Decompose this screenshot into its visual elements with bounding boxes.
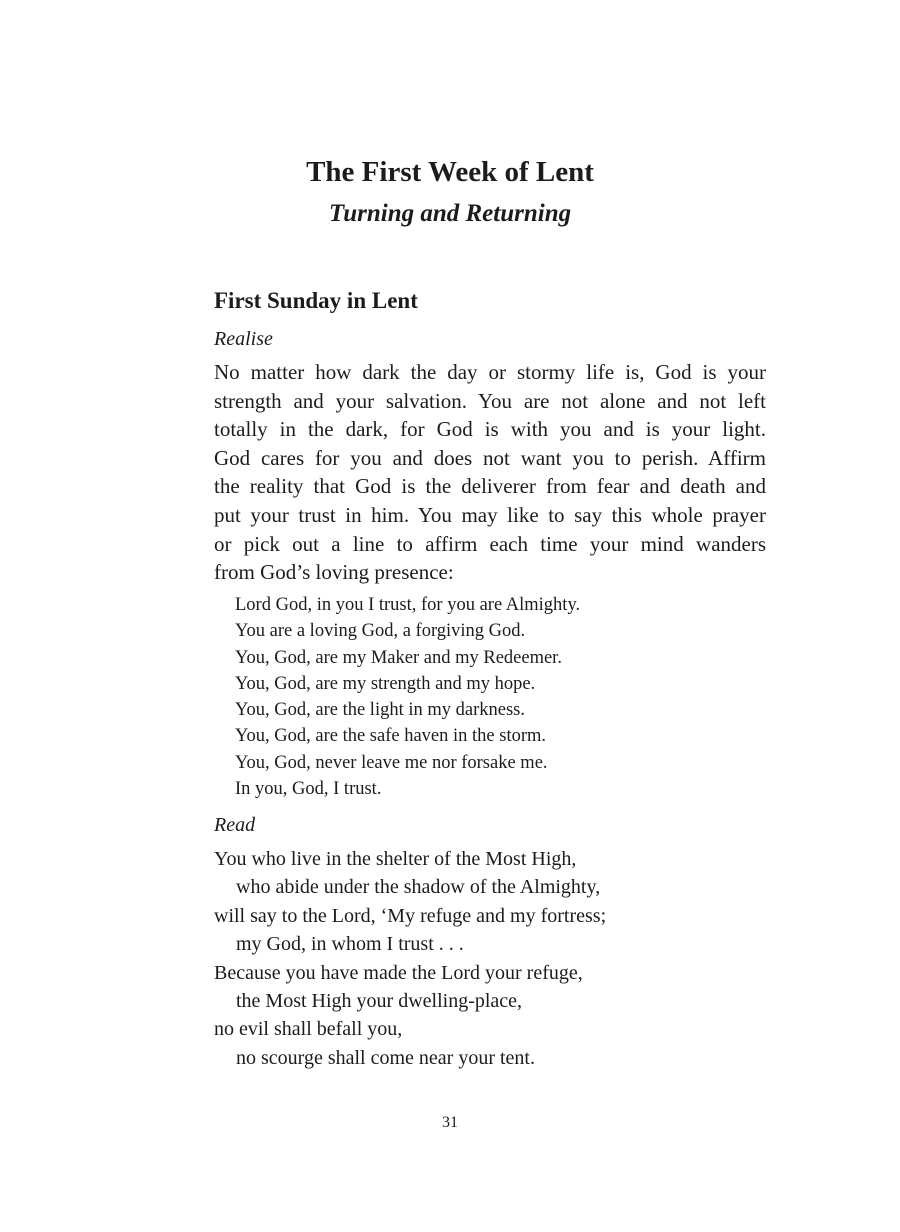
psalm-line: no scourge shall come near your tent. <box>236 1046 535 1069</box>
paragraph-line: strength and your salvation. You are not alone and not left <box>214 388 766 413</box>
prayer-line: You, God, are the safe haven in the storm. <box>235 726 547 747</box>
paragraph-line: totally in the dark, for God is with you and is your light. <box>214 417 766 442</box>
psalm-line: the Most High your dwelling-place, <box>236 989 523 1012</box>
prayer-block <box>235 592 580 802</box>
psalm-passage <box>214 845 606 1072</box>
prayer-line: You, God, never leave me nor forsake me. <box>235 752 548 773</box>
paragraph-line: God cares for you and does not want you to perish. Affirm <box>214 445 766 470</box>
prayer-line: You, God, are my Maker and my Redeemer. <box>235 647 562 668</box>
section-heading: First Sunday in Lent <box>214 288 418 313</box>
prayer-line: In you, God, I trust. <box>235 779 382 800</box>
paragraph-line: No matter how dark the day or stormy life is, God is your <box>214 360 766 384</box>
prayer-line: You are a loving God, a forgiving God. <box>235 621 526 642</box>
psalm-line: who abide under the shadow of the Almighty, <box>236 876 601 899</box>
prayer-line: You, God, are my strength and my hope. <box>235 673 536 694</box>
paragraph-line: or pick out a line to affirm each time your mind wanders <box>214 531 766 556</box>
chapter-title: The First Week of Lent <box>306 156 594 188</box>
psalm-line: my God, in whom I trust . . . <box>236 933 464 956</box>
page-number: 31 <box>442 1114 458 1131</box>
psalm-line: Because you have made the Lord your refuge, <box>214 961 583 984</box>
psalm-line: no evil shall befall you, <box>214 1018 403 1041</box>
prayer-line: Lord God, in you I trust, for you are Almighty. <box>235 595 581 615</box>
read-label: Read <box>214 814 256 836</box>
psalm-line: will say to the Lord, ‘My refuge and my fortress; <box>214 904 607 927</box>
prayer-line: You, God, are the light in my darkness. <box>235 700 525 721</box>
paragraph-line: put your trust in him. You may like to say this whole prayer <box>214 502 766 527</box>
realise-paragraph <box>214 358 766 587</box>
realise-label: Realise <box>214 328 273 350</box>
paragraph-line: from God’s loving presence: <box>214 560 454 585</box>
chapter-subtitle: Turning and Returning <box>328 200 572 227</box>
psalm-line: You who live in the shelter of the Most High, <box>214 848 577 870</box>
paragraph-line: the reality that God is the deliverer from fear and death and <box>214 474 766 499</box>
